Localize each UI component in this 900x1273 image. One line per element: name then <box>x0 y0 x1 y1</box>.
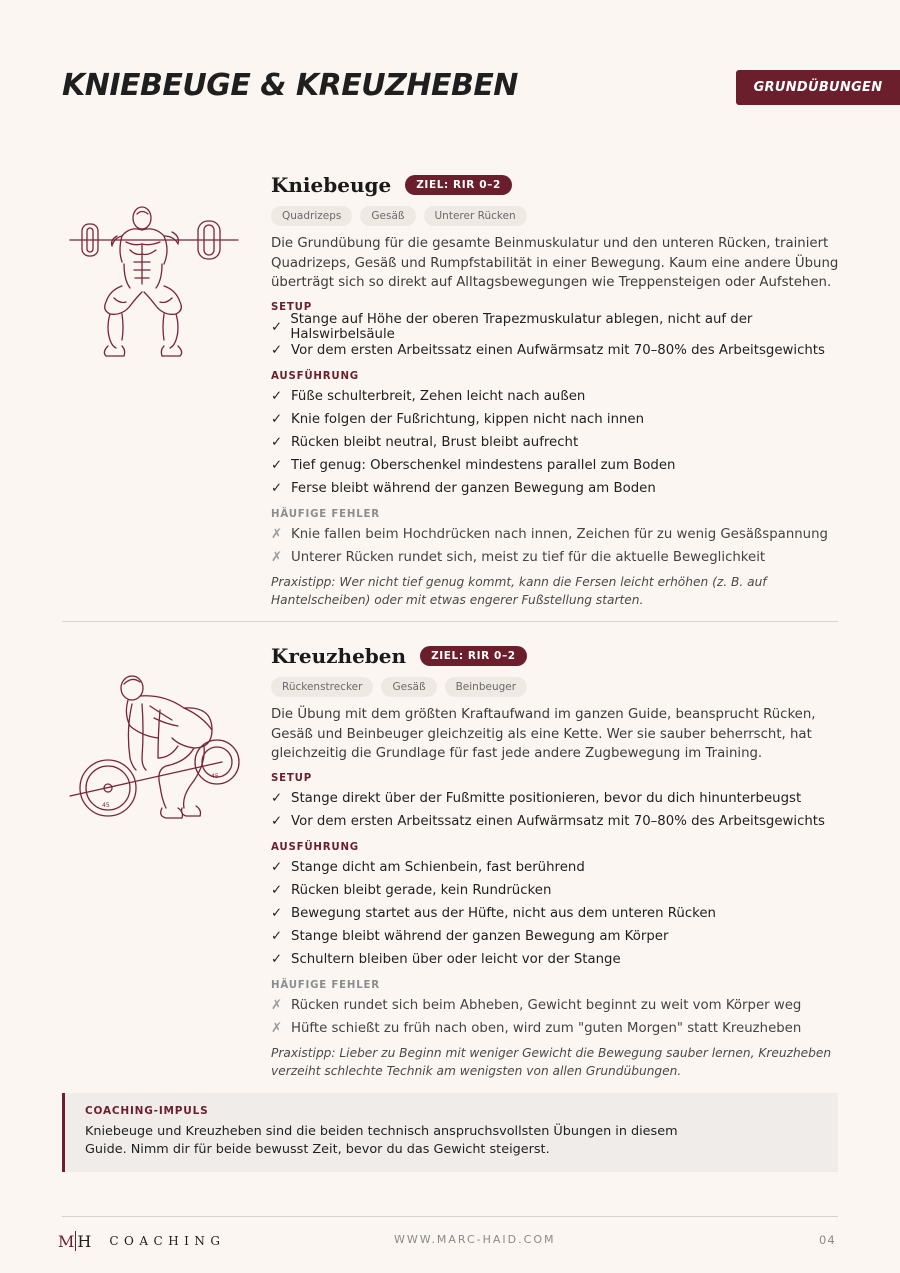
execution-item: ✓ Stange bleibt während der ganzen Bewegung am Körper <box>271 928 669 944</box>
exercise-content <box>271 641 843 1081</box>
check-icon: ✓ <box>271 859 283 875</box>
muscle-tags <box>271 206 843 226</box>
execution-item: ✓ Füße schulterbreit, Zehen leicht nach außen <box>271 388 586 404</box>
setup-item: ✓ Stange direkt über der Fußmitte positionieren, bevor du dich hinunterbeugst <box>271 790 802 806</box>
execution-item: ✓ Rücken bleibt gerade, kein Rundrücken <box>271 882 552 898</box>
goal-badge: ZIEL: RIR 0–2 <box>420 646 527 666</box>
check-icon: ✓ <box>271 434 283 450</box>
goal-badge: ZIEL: RIR 0–2 <box>405 175 512 195</box>
coaching-text: Kniebeuge und Kreuzheben sind die beiden technisch anspruchsvollsten Übungen in diesem Guide. Nimm dir für beide bewusst Zeit, bevor du das Gewicht steigerst. <box>85 1124 678 1157</box>
muscle-tag: Gesäß <box>360 206 415 226</box>
category-badge: GRUNDÜBUNGEN <box>736 70 900 105</box>
error-item: ✗ Rücken rundet sich beim Abheben, Gewicht beginnt zu weit vom Körper weg <box>271 997 802 1013</box>
execution-item: ✓ Schultern bleiben über oder leicht vor der Stange <box>271 951 621 967</box>
execution-item: ✓ Stange dicht am Schienbein, fast berührend <box>271 859 585 875</box>
check-icon: ✓ <box>271 928 283 944</box>
error-item: ✗ Hüfte schießt zu früh nach oben, wird zum "guten Morgen" statt Kreuzheben <box>271 1020 802 1036</box>
check-icon: ✓ <box>271 790 283 806</box>
logo-text: COACHING <box>109 1234 226 1248</box>
setup-heading: SETUP <box>271 772 312 784</box>
coaching-label: COACHING-IMPULS <box>85 1105 209 1117</box>
check-icon: ✓ <box>271 411 283 427</box>
website-url: WWW.MARC-HAID.COM <box>394 1233 556 1246</box>
muscle-tag: Gesäß <box>381 677 436 697</box>
setup-heading: SETUP <box>271 301 312 313</box>
check-icon: ✓ <box>271 951 283 967</box>
error-item: ✗ Knie fallen beim Hochdrücken nach innen, Zeichen für zu wenig Gesäßspannung <box>271 526 828 542</box>
setup-item: ✓ Vor dem ersten Arbeitssatz einen Aufwärmsatz mit 70–80% des Arbeitsgewichts <box>271 342 825 358</box>
muscle-tag: Rückenstrecker <box>271 677 373 697</box>
logo-divider <box>75 1231 76 1251</box>
setup-item: ✓ Vor dem ersten Arbeitssatz einen Aufwärmsatz mit 70–80% des Arbeitsgewichts <box>271 813 825 829</box>
execution-item: ✓ Tief genug: Oberschenkel mindestens parallel zum Boden <box>271 457 676 473</box>
squat-illustration <box>62 206 252 365</box>
error-item: ✗ Unterer Rücken rundet sich, meist zu tief für die aktuelle Beweglichkeit <box>271 549 766 565</box>
page-title: KNIEBEUGE & KREUZHEBEN <box>62 68 518 103</box>
exercise-description: Die Übung mit dem größten Kraftaufwand im ganzen Guide, beansprucht Rücken, Gesäß und Beinbeuger gleichzeitig als eine Kette. Wer sie sauber beherrscht, hat gleichzeitig die Grundlage für fast jede andere Zugbewegung im Training. <box>271 707 816 761</box>
cross-icon: ✗ <box>271 526 283 542</box>
execution-heading: AUSFÜHRUNG <box>271 841 359 853</box>
exercise-name: Kniebeuge <box>271 173 392 197</box>
check-icon: ✓ <box>271 342 283 358</box>
muscle-tag: Quadrizeps <box>271 206 352 226</box>
cross-icon: ✗ <box>271 1020 283 1036</box>
check-icon: ✓ <box>271 813 283 829</box>
logo-letter-m: M <box>58 1231 75 1251</box>
deadlift-illustration <box>62 674 252 828</box>
logo-letter-h: H <box>77 1231 92 1251</box>
footer-divider <box>62 1216 838 1217</box>
muscle-tags <box>271 677 843 697</box>
exercise-name: Kreuzheben <box>271 644 407 668</box>
plate-label: 45 <box>211 773 219 780</box>
setup-item: ✓ Stange auf Höhe der oberen Trapezmuskulatur ablegen, nicht auf der Halswirbelsäule <box>271 312 753 342</box>
exercise-description: Die Grundübung für die gesamte Beinmuskulatur und den unteren Rücken, trainiert Quadrizeps, Gesäß und Rumpfstabilität in einer Bewegung. Kaum eine andere Übung überträgt sich so direkt auf Alltagsbewegungen wie Treppensteigen oder Aufstehen. <box>271 236 839 290</box>
check-icon: ✓ <box>271 388 283 404</box>
plate-label: 45 <box>102 802 110 809</box>
execution-item: ✓ Knie folgen der Fußrichtung, kippen nicht nach innen <box>271 411 645 427</box>
check-icon: ✓ <box>271 882 283 898</box>
exercise-content <box>271 170 843 610</box>
execution-heading: AUSFÜHRUNG <box>271 370 359 382</box>
brand-logo <box>58 1228 226 1254</box>
cross-icon: ✗ <box>271 549 283 565</box>
errors-heading: HÄUFIGE FEHLER <box>271 979 380 991</box>
practice-tip: Praxistipp: Lieber zu Beginn mit weniger Gewicht die Bewegung sauber lernen, Kreuzheben verzeiht schlechte Technik am wenigsten von allen Grundübungen. <box>271 1045 832 1078</box>
section-divider <box>62 621 838 622</box>
muscle-tag: Unterer Rücken <box>424 206 527 226</box>
execution-item: ✓ Ferse bleibt während der ganzen Bewegung am Boden <box>271 480 656 496</box>
check-icon: ✓ <box>271 457 283 473</box>
check-icon: ✓ <box>271 319 283 335</box>
execution-item: ✓ Bewegung startet aus der Hüfte, nicht aus dem unteren Rücken <box>271 905 716 921</box>
check-icon: ✓ <box>271 480 283 496</box>
check-icon: ✓ <box>271 905 283 921</box>
muscle-tag: Beinbeuger <box>445 677 527 697</box>
execution-item: ✓ Rücken bleibt neutral, Brust bleibt aufrecht <box>271 434 579 450</box>
errors-heading: HÄUFIGE FEHLER <box>271 508 380 520</box>
cross-icon: ✗ <box>271 997 283 1013</box>
page-number: 04 <box>819 1233 836 1247</box>
coaching-impulse-box <box>62 1093 838 1172</box>
practice-tip: Praxistipp: Wer nicht tief genug kommt, kann die Fersen leicht erhöhen (z. B. auf Hantelscheiben) oder mit etwas engerer Fußstellung starten. <box>271 574 767 607</box>
